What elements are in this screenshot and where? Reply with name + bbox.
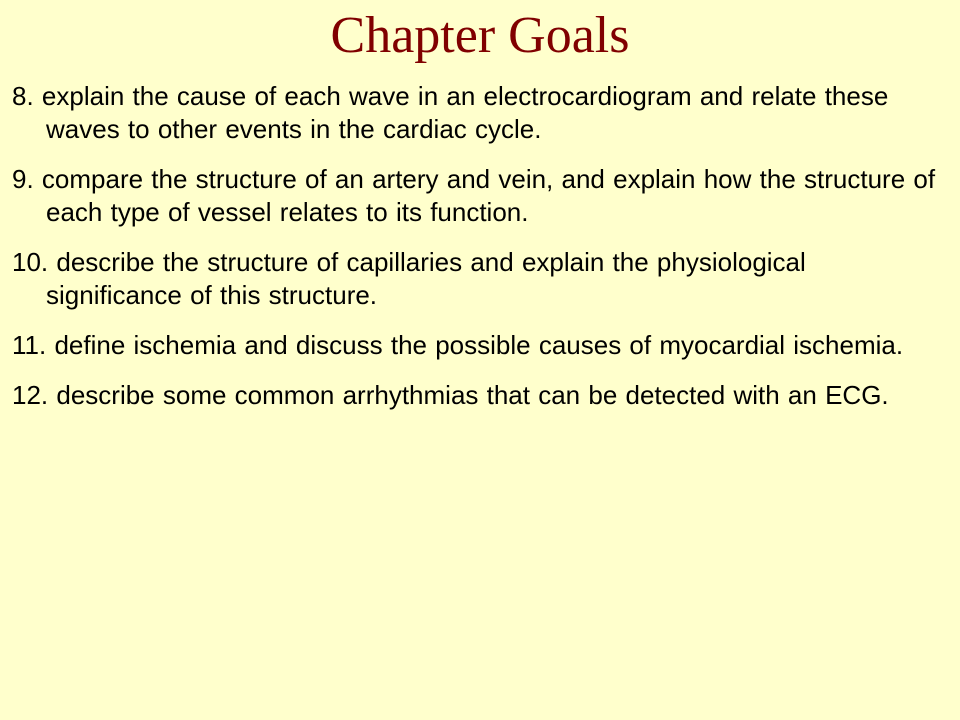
goal-item-8: 8. explain the cause of each wave in an electrocardiogram and relate these waves to other events in the cardiac cycle.: [12, 81, 889, 144]
goal-item-10: 10. describe the structure of capillaries and explain the physiological significance of this structure.: [12, 247, 806, 310]
slide-title: Chapter Goals: [330, 7, 630, 64]
goals-list: [12, 80, 948, 429]
goal-item-12: 12. describe some common arrhythmias that can be detected with an ECG.: [12, 380, 889, 410]
goal-item-11: 11. define ischemia and discuss the possible causes of myocardial ischemia.: [12, 330, 904, 360]
goal-item-9: 9. compare the structure of an artery and vein, and explain how the structure of each type of vessel relates to its function.: [12, 164, 936, 227]
